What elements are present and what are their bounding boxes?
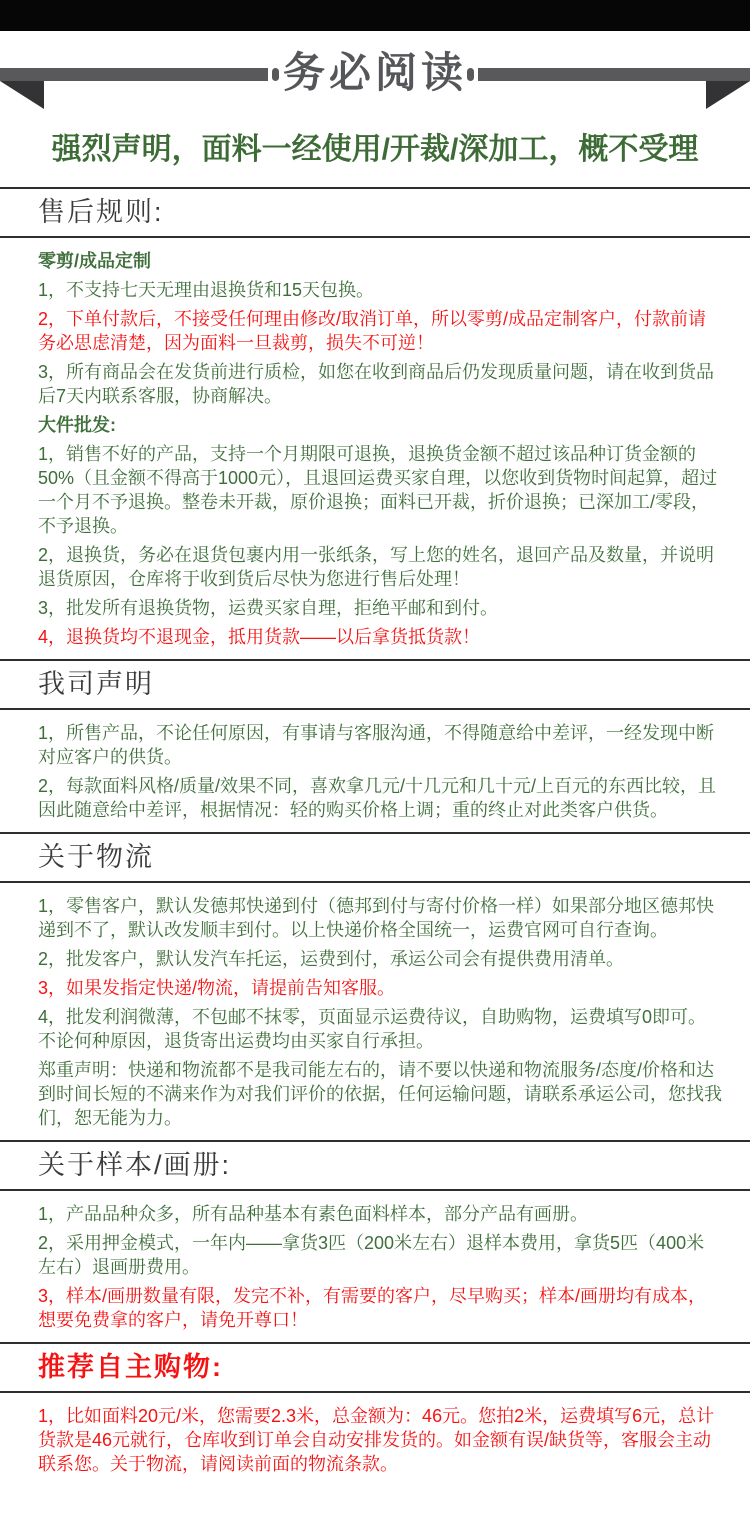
- section-heading: 售后规则:: [38, 197, 164, 227]
- section-samples-catalog: [0, 1140, 750, 1342]
- rule-item: 2，每款面料风格/质量/效果不同，喜欢拿几元/十几元和几十元/上百元的东西比较，且因此随意给中差评，根据情况：轻的购买价格上调；重的终止对此类客户供货。: [38, 776, 717, 820]
- top-black-bar: [0, 0, 750, 31]
- warning-statement: 强烈声明，面料一经使用/开裁/深加工，概不受理: [51, 133, 699, 166]
- section-body: [0, 1393, 750, 1486]
- rule-item: 1，零售客户，默认发德邦快递到付（德邦到付与寄付价格一样）如果部分地区德邦快递到不了，默认改发顺丰到付。以上快递价格全国统一，运费官网可自行查询。: [38, 896, 715, 940]
- rule-item-alert: 2，下单付款后，不接受任何理由修改/取消订单，所以零剪/成品定制客户，付款前请务必思虑清楚，因为面料一旦裁剪，损失不可逆！: [38, 309, 707, 353]
- section-heading-row: [0, 832, 750, 883]
- rule-item-alert: 3，样本/画册数量有限，发完不补，有需要的客户，尽早购买；样本/画册均有成本，想要免费拿的客户，请免开尊口！: [38, 1286, 707, 1330]
- rule-item-alert: 1，比如面料20元/米，您需要2.3米，总金额为：46元。您拍2米，运费填写6元，总计货款是46元就行，仓库收到订单会自动安排发货的。如金额有误/缺货等，客服会主动联系您。关于物流，请阅读前面的物流条款。: [38, 1406, 715, 1474]
- rule-item: 2，退换货，务必在退货包裹内用一张纸条，写上您的姓名，退回产品及数量，并说明退货原因，仓库将于收到货后尽快为您进行售后处理！: [38, 545, 715, 589]
- section-heading: 关于物流: [38, 842, 154, 872]
- section-heading-row: [0, 1140, 750, 1191]
- section-body: [0, 883, 750, 1140]
- section-heading: 关于样本/画册:: [38, 1150, 232, 1180]
- section-heading-row: [0, 1342, 750, 1393]
- rule-item: 2，采用押金模式，一年内——拿货3匹（200米左右）退样本费用，拿货5匹（400米左右）退画册费用。: [38, 1233, 705, 1277]
- rule-item: 2，批发客户，默认发汽车托运，运费到付，承运公司会有提供费用清单。: [38, 949, 625, 969]
- section-heading: 我司声明: [38, 669, 154, 699]
- banner-title: 务必阅读: [282, 49, 467, 96]
- section-body: [0, 710, 750, 832]
- rule-item-alert: 3，如果发指定快递/物流，请提前告知客服。: [38, 978, 396, 998]
- section-logistics: [0, 832, 750, 1140]
- section-heading-row: [0, 659, 750, 710]
- rule-item: 1，产品品种众多，所有品种基本有素色面料样本，部分产品有画册。: [38, 1204, 589, 1224]
- rule-subheading: 零剪/成品定制: [38, 251, 152, 271]
- rule-item: 3，所有商品会在发货前进行质检，如您在收到商品后仍发现质量问题，请在收到货品后7天内联系客服，协商解决。: [38, 362, 715, 406]
- rule-item: 3，批发所有退换货物，运费买家自理，拒绝平邮和到付。: [38, 598, 499, 618]
- section-company-statement: [0, 659, 750, 832]
- rule-item-alert: 4，退换货均不退现金，抵用货款——以后拿货抵货款！: [38, 627, 481, 647]
- rule-item: 4，批发利润微薄，不包邮不抹零，页面显示运费待议，自助购物，运费填写0即可。不论何种原因，退货寄出运费均由买家自行承担。: [38, 1007, 707, 1051]
- section-after-sales-rules: [0, 187, 750, 659]
- rule-item: 1，所售产品，不论任何原因，有事请与客服沟通，不得随意给中差评，一经发现中断对应客户的供货。: [38, 723, 715, 767]
- section-self-service-shopping: [0, 1342, 750, 1486]
- section-heading-row: [0, 187, 750, 238]
- rule-item: 1，不支持七天无理由退换货和15天包换。: [38, 280, 375, 300]
- must-read-banner: [0, 31, 750, 119]
- section-heading: 推荐自主购物:: [38, 1352, 223, 1382]
- rule-item: 1，销售不好的产品，支持一个月期限可退换，退换货金额不超过该品种订货金额的50%（且金额不得高于1000元），且退回运费买家自理，以您收到货物时间起算，超过一个月不予退换。整卷未开裁，原价退换；面料已开裁，折价退换；已深加工/零段，不予退换。: [38, 444, 718, 536]
- rule-item: 郑重声明：快递和物流都不是我司能左右的，请不要以快递和物流服务/态度/价格和达到时间长短的不满来作为对我们评价的依据，任何运输问题，请联系承运公司，您找我们，恕无能为力。: [38, 1060, 722, 1128]
- section-body: [0, 238, 750, 659]
- rule-subheading: 大件批发:: [38, 415, 116, 435]
- section-body: [0, 1191, 750, 1342]
